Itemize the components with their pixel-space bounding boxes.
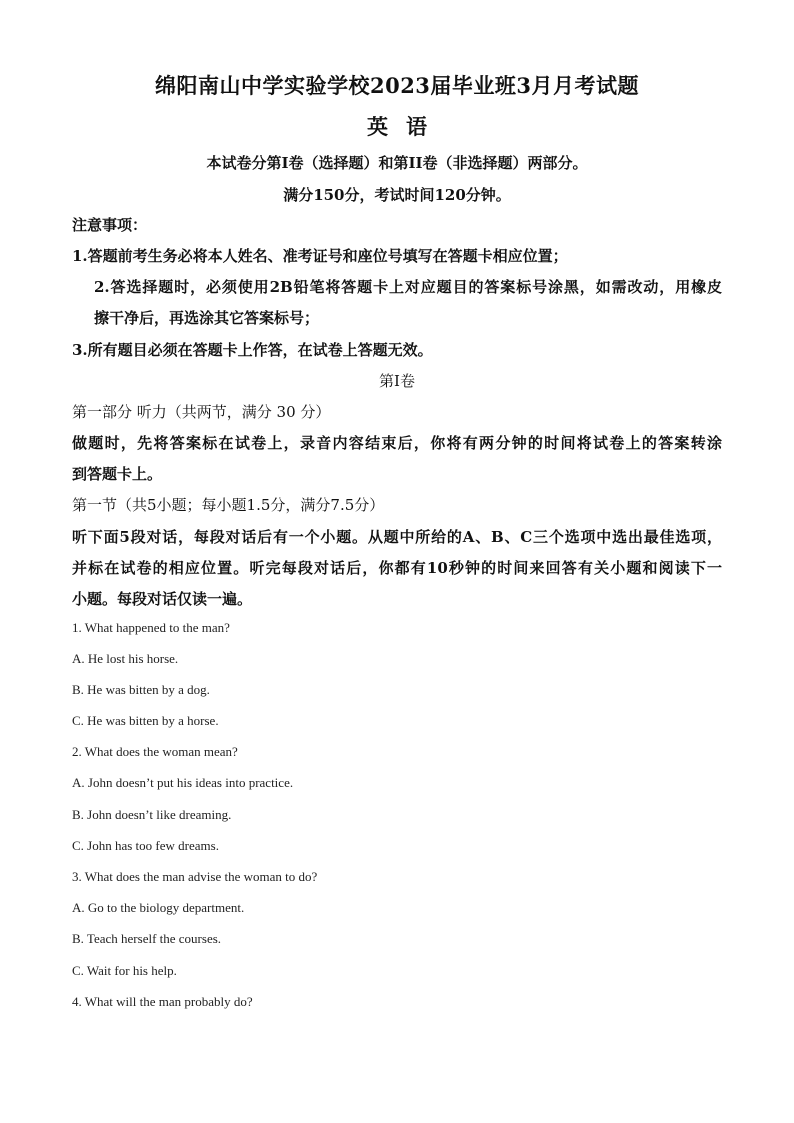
volume-title: 第I卷	[379, 372, 415, 390]
notes-item-3: 3.所有题目必须在答题卡上作答，在试卷上答题无效。	[72, 341, 433, 359]
notes-heading: 注意事项：	[72, 216, 148, 234]
question-1-option-a: A. He lost his horse.	[72, 651, 179, 666]
question-4-stem: 4. What will the man probably do?	[72, 994, 253, 1009]
section-one-heading: 第一节（共5小题；每小题1.5分，满分7.5分）	[72, 496, 385, 514]
question-3-option-a: A. Go to the biology department.	[72, 900, 245, 915]
question-3-option-b: B. Teach herself the courses.	[72, 931, 222, 946]
exam-intro-score-time: 满分150分，考试时间120分钟。	[283, 186, 511, 204]
notes-item-2-line-2: 擦干净后，再选涂其它答案标号；	[94, 309, 320, 327]
exam-intro-structure: 本试卷分第I卷（选择题）和第II卷（非选择题）两部分。	[206, 154, 588, 172]
section-one-instruction-line-1: 听下面5段对话，每段对话后有一个小题。从题中所给的A、B、C三个选项中选出最佳选项，	[72, 528, 722, 546]
exam-subject: 英语	[367, 114, 445, 139]
exam-title: 绵阳南山中学实验学校2023届毕业班3月月考试题	[154, 73, 640, 98]
part-one-instruction-line-2: 到答题卡上。	[72, 465, 163, 483]
question-2-option-b: B. John doesn’t like dreaming.	[72, 807, 232, 822]
question-1-option-c: C. He was bitten by a horse.	[72, 713, 219, 728]
part-one-instruction-line-1: 做题时，先将答案标在试卷上，录音内容结束后，你将有两分钟的时间将试卷上的答案转涂	[72, 434, 722, 452]
question-3-stem: 3. What does the man advise the woman to do?	[72, 869, 318, 884]
question-2-stem: 2. What does the woman mean?	[72, 744, 238, 759]
question-1-stem: 1. What happened to the man?	[72, 620, 230, 635]
question-2-option-a: A. John doesn’t put his ideas into practice.	[72, 775, 294, 790]
question-3-option-c: C. Wait for his help.	[72, 963, 177, 978]
section-one-instruction-line-2: 并标在试卷的相应位置。听完每段对话后，你都有10秒钟的时间来回答有关小题和阅读下一	[72, 559, 722, 577]
section-one-instruction-line-3: 小题。每段对话仅读一遍。	[72, 590, 253, 608]
part-one-heading: 第一部分 听力（共两节，满分 30 分）	[72, 403, 331, 421]
notes-item-2-line-1: 2.答选择题时，必须使用2B铅笔将答题卡上对应题目的答案标号涂黑，如需改动，用橡皮	[94, 278, 722, 296]
question-2-option-c: C. John has too few dreams.	[72, 838, 219, 853]
notes-item-1: 1.答题前考生务必将本人姓名、准考证号和座位号填写在答题卡相应位置；	[72, 247, 568, 265]
question-1-option-b: B. He was bitten by a dog.	[72, 682, 210, 697]
